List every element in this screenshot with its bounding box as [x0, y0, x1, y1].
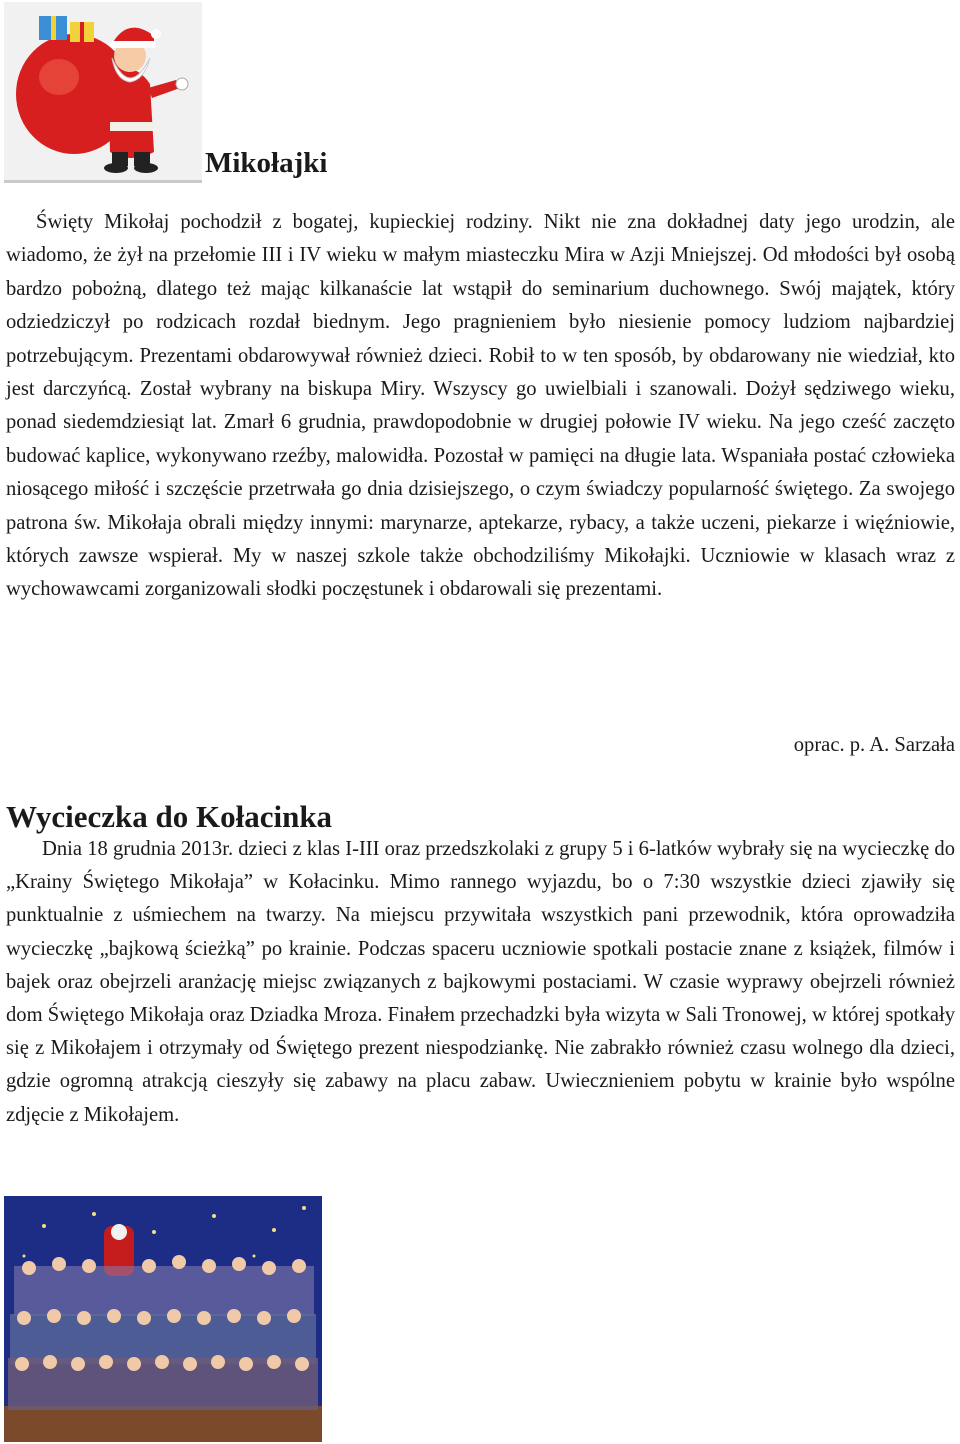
article-text-mikolajki: Święty Mikołaj pochodził z bogatej, kupieckiej rodziny. Nikt nie zna dokładnej daty jego urodzin, ale wiadomo, że żył na przełomie III i IV wieku w małym miasteczku Mira w Azji Mniejszej. Od młodości był osobą bardzo pobożną, dlatego też mając kilkanaście lat wstąpił do seminarium duchownego. Swój majątek, który odziedziczył po rodzicach rozdał biednym. Jego pragnieniem było niesienie pomocy ludziom najbardziej potrzebującym. Prezentami obdarowywał również dzieci. Robił to w ten sposób, by obdarowany nie wiedział, kto jest darczyńcą. Został wybrany na biskupa Miry. Wszyscy go uwielbiali i szanowali. Dożył sędziwego wieku, ponad siedemdziesiąt lat. Zmarł 6 grudnia, prawdopodobnie w drugiej połowie IV wieku. Na jego cześć zaczęto budować kaplice, wykonywano rzeźby, malowidła. Pozostał w pamięci na długie lata. Wspaniała postać człowieka niosącego miłość i szczęście przetrwała go dnia dzisiejszego, o czym świadczy popularność świętego. Za swojego patrona św. Mikołaja obrali między innymi: marynarze, aptekarze, rybacy, a także uczeni, piekarze i więźniowie, których zawsze wspierał. My w naszej szkole także obchodziliśmy Mikołajki. Uczniowie w klasach wraz z wychowawcami zorganizowali słodki poczęstunek i obdarowali się prezentami.	[6, 211, 955, 601]
article-paragraph-mikolajki	[6, 206, 955, 607]
article-text-wycieczka: Dnia 18 grudnia 2013r. dzieci z klas I-III oraz przedszkolaki z grupy 5 i 6-latków wybrały się na wycieczkę do „Krainy Świętego Mikołaja” w Kołacinku. Mimo rannego wyjazdu, bo o 7:30 wszystkie dzieci zjawiły się punktualnie z uśmiechem na twarzy. Na miejscu przywitała wszystkich pani przewodnik, która oprowadziła wycieczkę „bajkową ścieżką” po krainie. Podczas spaceru uczniowie spotkali postacie znane z książek, filmów i bajek oraz obejrzeli aranżację miejsc związanych z bajkowymi postaciami. W czasie wyprawy obejrzeli również dom Świętego Mikołaja oraz Dziadka Mroza. Finałem przechadzki była wizyta w Sali Tronowej, w której spotkały się z Mikołajem i otrzymały od Świętego prezent niespodziankę. Nie zabrakło również czasu wolnego dla dzieci, gdzie ogromną atrakcją cieszyły się zabawy na placu zabaw. Uwiecznieniem pobytu w krainie było wspólne zdjęcie z Mikołajem.	[6, 838, 955, 1126]
group-photo	[4, 1196, 322, 1442]
section-title-mikolajki: Mikołajki	[205, 147, 328, 179]
author-signature: oprac. p. A. Sarzała	[793, 734, 955, 756]
article-paragraph-wycieczka	[6, 833, 955, 1132]
section-title-wycieczka: Wycieczka do Kołacinka	[6, 799, 333, 834]
santa-clipart	[4, 2, 202, 183]
